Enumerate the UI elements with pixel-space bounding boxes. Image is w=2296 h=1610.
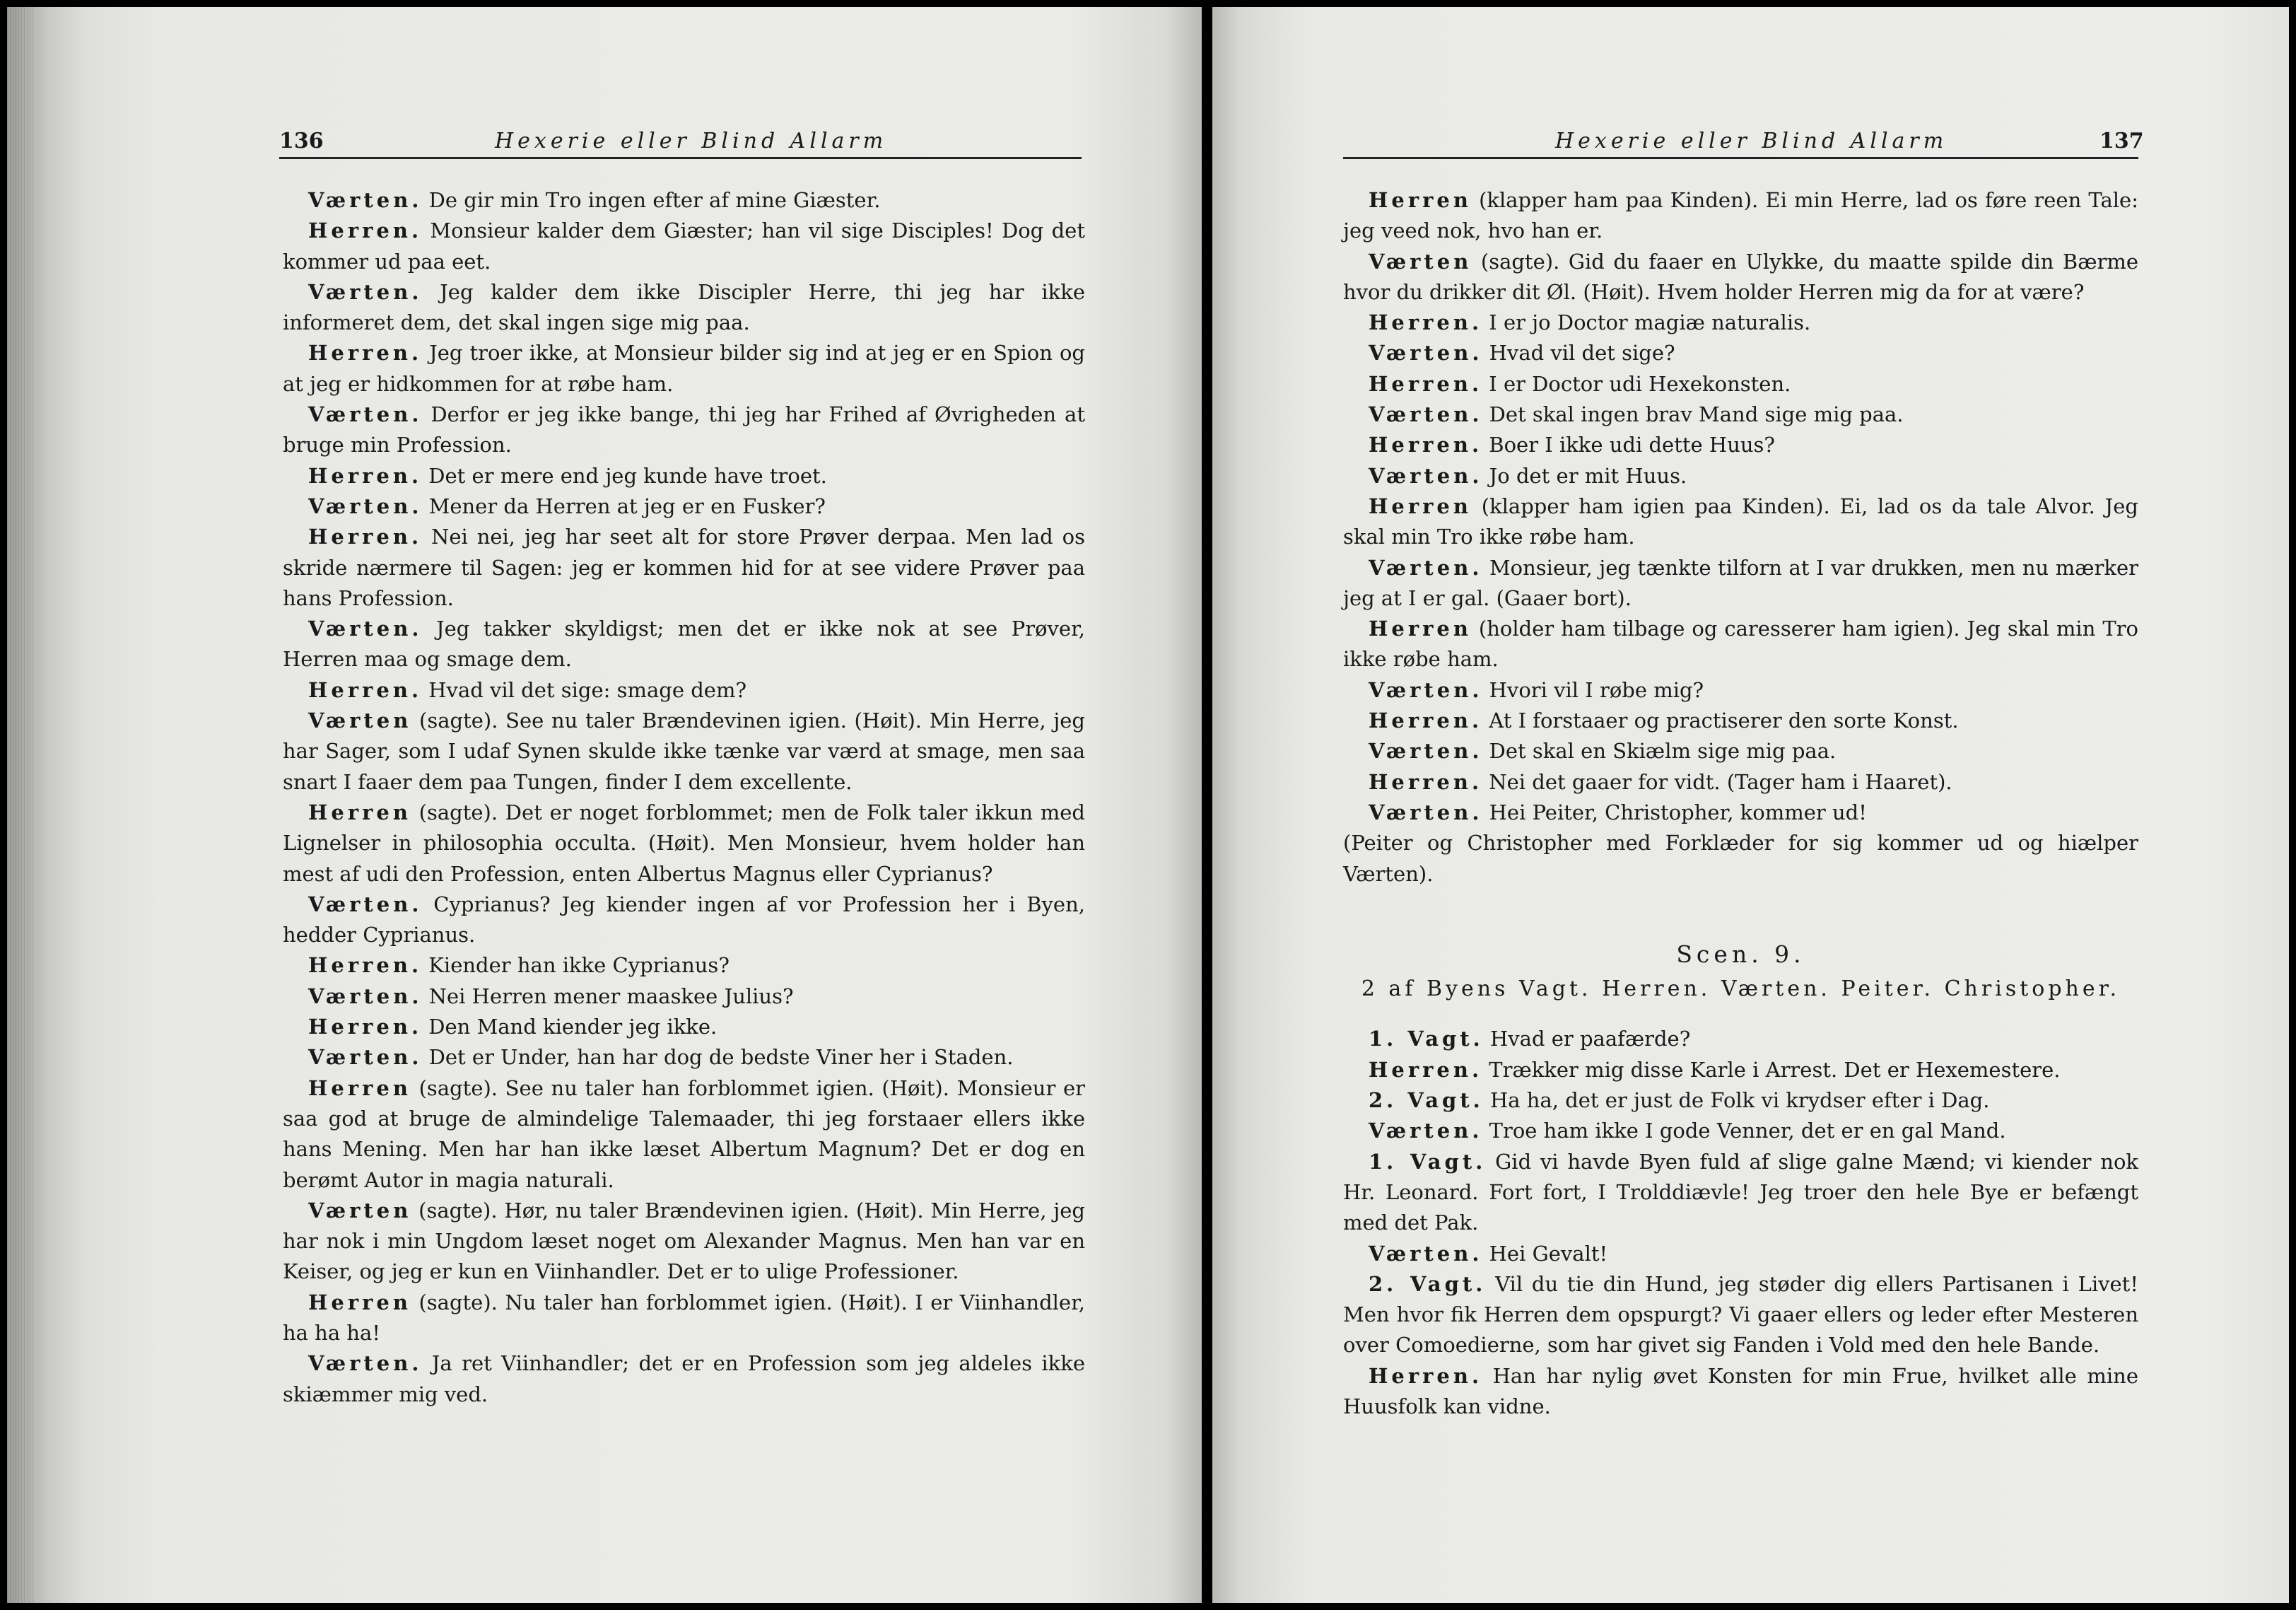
dialogue-paragraph (283, 1012, 1085, 1042)
dialogue-paragraph (283, 950, 1085, 981)
dialogue-text: Hvad vil det sige? (1482, 341, 1675, 366)
dialogue-text: Kiender han ikke Cyprianus? (422, 953, 730, 978)
dialogue-text: (sagte). See nu taler han forblommet igien. (Høit). Monsieur er saa god at bruge de almindelige Talemaader, thi jeg forstaaer ellers ikke hans Mening. Men har han ikke læset Albertum Magnum? Det er dog en berømt Autor in magia naturali. (283, 1075, 1085, 1192)
dialogue-paragraph (1343, 1361, 2138, 1423)
dialogue-paragraph (283, 338, 1085, 399)
dialogue-text: Jo det er mit Huus. (1482, 463, 1687, 488)
dialogue-text: I er jo Doctor magiæ naturalis. (1482, 310, 1811, 335)
speaker-name: 1. Vagt. (1369, 1027, 1484, 1051)
right-text-block (1343, 185, 2138, 1422)
speaker-name: Herren (308, 1290, 411, 1314)
speaker-name: Værten. (1369, 739, 1483, 764)
page-stack-edge (7, 7, 35, 1603)
speaker-name: Herren. (1369, 1057, 1483, 1082)
speaker-name: Værten. (1369, 800, 1483, 824)
speaker-name: Herren. (1369, 1363, 1483, 1388)
speaker-name: Herren (308, 800, 411, 824)
dialogue-paragraph (1343, 247, 2138, 308)
speaker-name: Herren. (1369, 433, 1483, 457)
dialogue-text: I er Doctor udi Hexekonsten. (1482, 371, 1791, 396)
dialogue-paragraph (1343, 706, 2138, 736)
dialogue-text: Den Mand kiender jeg ikke. (422, 1015, 718, 1039)
dialogue-paragraph (283, 889, 1085, 951)
dialogue-paragraph (1343, 1024, 2138, 1054)
dialogue-text: Monsieur kalder dem Giæster; han vil sige Disciples! Dog det kommer ud paa eet. (283, 218, 1085, 274)
dialogue-paragraph (283, 1348, 1085, 1410)
speaker-name: Herren. (1369, 371, 1483, 396)
header-rule-right (1343, 157, 2138, 159)
speaker-name: Herren (1369, 188, 1472, 212)
speaker-name: Herren (308, 1075, 411, 1100)
dialogue-text: Derfor er jeg ikke bange, thi jeg har Frihed af Øvrigheden at bruge min Profession. (283, 402, 1085, 457)
dialogue-paragraph (1343, 828, 2138, 889)
dialogue-text: Mener da Herren at jeg er en Fusker? (422, 494, 826, 518)
dialogue-paragraph (283, 277, 1085, 339)
dialogue-paragraph (1343, 461, 2138, 491)
speaker-name: Herren. (308, 677, 423, 702)
scene-persons: 2 af Byens Vagt. Herren. Værten. Peiter. Christopher. (1361, 976, 2121, 1002)
speaker-name: Herren (1369, 494, 1472, 518)
speaker-name: Herren. (1369, 708, 1483, 733)
dialogue-text: Trækker mig disse Karle i Arrest. Det er Hexemestere. (1482, 1057, 2061, 1082)
dialogue-text: Gid vi havde Byen fuld af slige galne Mænd; vi kiender nok Hr. Leonard. Fort fort, I Trolddiævle! Jeg troer den hele Bye er befængt med det Pak. (1343, 1149, 2138, 1235)
dialogue-paragraph (1343, 338, 2138, 368)
page-number-right: 137 (2099, 129, 2144, 153)
dialogue-text: Hvad er paafærde? (1483, 1027, 1691, 1051)
speaker-name: Herren. (308, 953, 423, 978)
speaker-name: Værten. (308, 188, 423, 212)
speaker-name: Værten. (1369, 677, 1483, 702)
dialogue-text: At I forstaaer og practiserer den sorte Konst. (1482, 708, 1959, 733)
dialogue-text: Nei Herren mener maaskee Julius? (422, 984, 794, 1008)
speaker-name: Værten (308, 708, 412, 733)
dialogue-text: Hei Peiter, Christopher, kommer ud! (1482, 800, 1867, 824)
dialogue-text: Han har nylig øvet Konsten for min Frue, hvilket alle mine Huusfolk kan vidne. (1343, 1363, 2138, 1418)
running-head-left: Hexerie eller Blind Allarm (495, 129, 888, 153)
speaker-name: 1. Vagt. (1369, 1149, 1487, 1174)
dialogue-paragraph (1343, 553, 2138, 614)
dialogue-paragraph (1343, 399, 2138, 430)
dialogue-text: Det skal en Skiælm sige mig paa. (1482, 739, 1837, 764)
speaker-name: Værten. (1369, 1119, 1483, 1143)
speaker-name: Herren. (308, 463, 423, 488)
dialogue-paragraph (1343, 1085, 2138, 1116)
right-page (1212, 7, 2289, 1603)
dialogue-paragraph (1343, 1269, 2138, 1361)
speaker-name: Værten. (308, 494, 423, 518)
dialogue-text: Ja ret Viinhandler; det er en Profession som jeg aldeles ikke skiæmmer mig ved. (283, 1351, 1085, 1406)
speaker-name: Værten. (308, 892, 423, 916)
dialogue-paragraph (283, 522, 1085, 614)
dialogue-paragraph (283, 981, 1085, 1012)
dialogue-paragraph (283, 1073, 1085, 1196)
dialogue-text: Nei nei, jeg har seet alt for store Prøver derpaa. Men lad os skride nærmere til Sagen: jeg er kommen hid for at see videre Prøver paa hans Profession. (283, 525, 1085, 610)
speaker-name: Værten. (308, 402, 423, 427)
dialogue-paragraph (283, 185, 1085, 216)
dialogue-text: (holder ham tilbage og caresserer ham igien). Jeg skal min Tro ikke røbe ham. (1343, 617, 2138, 672)
speaker-name: 2. Vagt. (1369, 1271, 1487, 1296)
dialogue-paragraph (1343, 369, 2138, 399)
speaker-name: Værten. (308, 1045, 423, 1070)
scene-title: Scen. 9. (1676, 940, 1805, 968)
dialogue-paragraph (283, 1288, 1085, 1349)
speaker-name: Herren. (1369, 310, 1483, 335)
dialogue-text: (sagte). Hør, nu taler Brændevinen igien. (Høit). Min Herre, jeg har nok i min Ungdom læset noget om Alexander Magnus. Men han var en Keiser, og jeg er kun en Viinhandler. Det er to ulige Professioner. (283, 1198, 1085, 1284)
dialogue-text: Boer I ikke udi dette Huus? (1482, 433, 1775, 457)
speaker-name: Værten. (1369, 341, 1483, 366)
speaker-name: Værten (308, 1198, 412, 1223)
dialogue-paragraph (283, 614, 1085, 675)
speaker-name: Værten. (308, 617, 423, 641)
dialogue-paragraph (1343, 430, 2138, 460)
dialogue-paragraph (1343, 614, 2138, 675)
dialogue-paragraph (283, 1042, 1085, 1073)
right-dialogue (1343, 185, 2138, 889)
speaker-name: Værten. (1369, 1241, 1483, 1266)
dialogue-paragraph (283, 798, 1085, 889)
dialogue-text: Jeg takker skyldigst; men det er ikke nok at see Prøver, Herren maa og smage dem. (283, 617, 1085, 672)
dialogue-paragraph (283, 461, 1085, 491)
dialogue-text: Cyprianus? Jeg kiender ingen af vor Profession her i Byen, hedder Cyprianus. (283, 892, 1085, 947)
dialogue-text: (klapper ham igien paa Kinden). Ei, lad os da tale Alvor. Jeg skal min Tro ikke røbe ham. (1343, 494, 2138, 549)
dialogue-text: Det skal ingen brav Mand sige mig paa. (1482, 402, 1904, 427)
speaker-name: Værten. (1369, 402, 1483, 427)
dialogue-paragraph (283, 1196, 1085, 1288)
dialogue-text: (sagte). See nu taler Brændevinen igien. (Høit). Min Herre, jeg har Sager, som I udaf Synen skulde ikke tænke var værd at smage, men saa snart I faaer dem paa Tungen, finder I dem excellente. (283, 708, 1085, 794)
dialogue-paragraph (283, 216, 1085, 277)
speaker-name: Værten (1369, 249, 1472, 274)
speaker-name: Herren. (308, 341, 423, 366)
dialogue-text: Ha ha, det er just de Folk vi krydser efter i Dag. (1483, 1088, 1990, 1113)
dialogue-paragraph (283, 675, 1085, 706)
dialogue-text: Troe ham ikke I gode Venner, det er en gal Mand. (1482, 1119, 2006, 1143)
dialogue-text: Det er mere end jeg kunde have troet. (422, 463, 827, 488)
dialogue-paragraph (1343, 1147, 2138, 1239)
left-page (7, 7, 1202, 1603)
speaker-name: Herren. (308, 1015, 423, 1039)
dialogue-text: (sagte). Det er noget forblommet; men de Folk taler ikkun med Lignelser in philosophia occulta. (Høit). Men Monsieur, hvem holder han mest af udi den Profession, enten Albertus Magnus eller Cyprianus? (283, 800, 1085, 886)
dialogue-paragraph (1343, 675, 2138, 706)
scene-dialogue (1343, 1024, 2138, 1422)
header-rule-left (279, 157, 1082, 159)
speaker-name: Herren (1369, 617, 1472, 641)
dialogue-paragraph (1343, 1055, 2138, 1085)
dialogue-text: Vil du tie din Hund, jeg støder dig ellers Partisanen i Livet! Men hvor fik Herren dem opspurgt? Vi gaaer ellers og leder efter Mesteren over Comoedierne, som har givet sig Fanden i Vold med den hele Bande. (1343, 1271, 2138, 1358)
dialogue-paragraph (1343, 1239, 2138, 1269)
speaker-name: Værten. (308, 984, 423, 1008)
speaker-name: Herren. (308, 525, 423, 549)
dialogue-text: Hvori vil I røbe mig? (1482, 677, 1704, 702)
dialogue-paragraph (283, 706, 1085, 798)
dialogue-paragraph (1343, 1116, 2138, 1146)
dialogue-text: (sagte). Nu taler han forblommet igien. (Høit). I er Viinhandler, ha ha ha! (283, 1290, 1085, 1345)
page-number-left: 136 (279, 129, 324, 153)
speaker-name: Herren. (308, 218, 423, 243)
dialogue-text: Jeg kalder dem ikke Discipler Herre, thi jeg har ikke informeret dem, det skal ingen sige mig paa. (283, 279, 1085, 335)
dialogue-text: Hei Gevalt! (1482, 1241, 1608, 1266)
left-text-block (283, 185, 1085, 1410)
speaker-name: 2. Vagt. (1369, 1088, 1484, 1113)
dialogue-paragraph (1343, 767, 2138, 798)
dialogue-paragraph (283, 399, 1085, 461)
dialogue-paragraph (283, 491, 1085, 522)
dialogue-text: (Peiter og Christopher med Forklæder for sig kommer ud og hiælper Værten). (1343, 831, 2138, 886)
running-head-right: Hexerie eller Blind Allarm (1555, 129, 1948, 153)
dialogue-text: De gir min Tro ingen efter af mine Giæster. (422, 188, 881, 212)
speaker-name: Herren. (1369, 769, 1483, 794)
speaker-name: Værten. (1369, 555, 1483, 580)
dialogue-text: Nei det gaaer for vidt. (Tager ham i Haaret). (1482, 769, 1952, 794)
dialogue-text: (sagte). Gid du faaer en Ulykke, du maatte spilde din Bærme hvor du drikker dit Øl. (Høit). Hvem holder Herren mig da for at være? (1343, 249, 2138, 304)
dialogue-paragraph (1343, 491, 2138, 553)
dialogue-paragraph (1343, 185, 2138, 247)
dialogue-text: Det er Under, han har dog de bedste Viner her i Staden. (422, 1045, 1014, 1070)
dialogue-text: (klapper ham paa Kinden). Ei min Herre, lad os føre reen Tale: jeg veed nok, hvo han er. (1343, 188, 2138, 243)
speaker-name: Værten. (308, 279, 423, 304)
dialogue-paragraph (1343, 798, 2138, 828)
speaker-name: Værten. (1369, 463, 1483, 488)
dialogue-text: Hvad vil det sige: smage dem? (422, 677, 747, 702)
dialogue-paragraph (1343, 308, 2138, 338)
dialogue-text: Monsieur, jeg tænkte tilforn at I var drukken, men nu mærker jeg at I er gal. (Gaaer bort). (1343, 555, 2138, 610)
speaker-name: Værten. (308, 1351, 423, 1376)
dialogue-paragraph (1343, 736, 2138, 766)
dialogue-text: Jeg troer ikke, at Monsieur bilder sig ind at jeg er en Spion og at jeg er hidkommen for at røbe ham. (283, 341, 1085, 396)
